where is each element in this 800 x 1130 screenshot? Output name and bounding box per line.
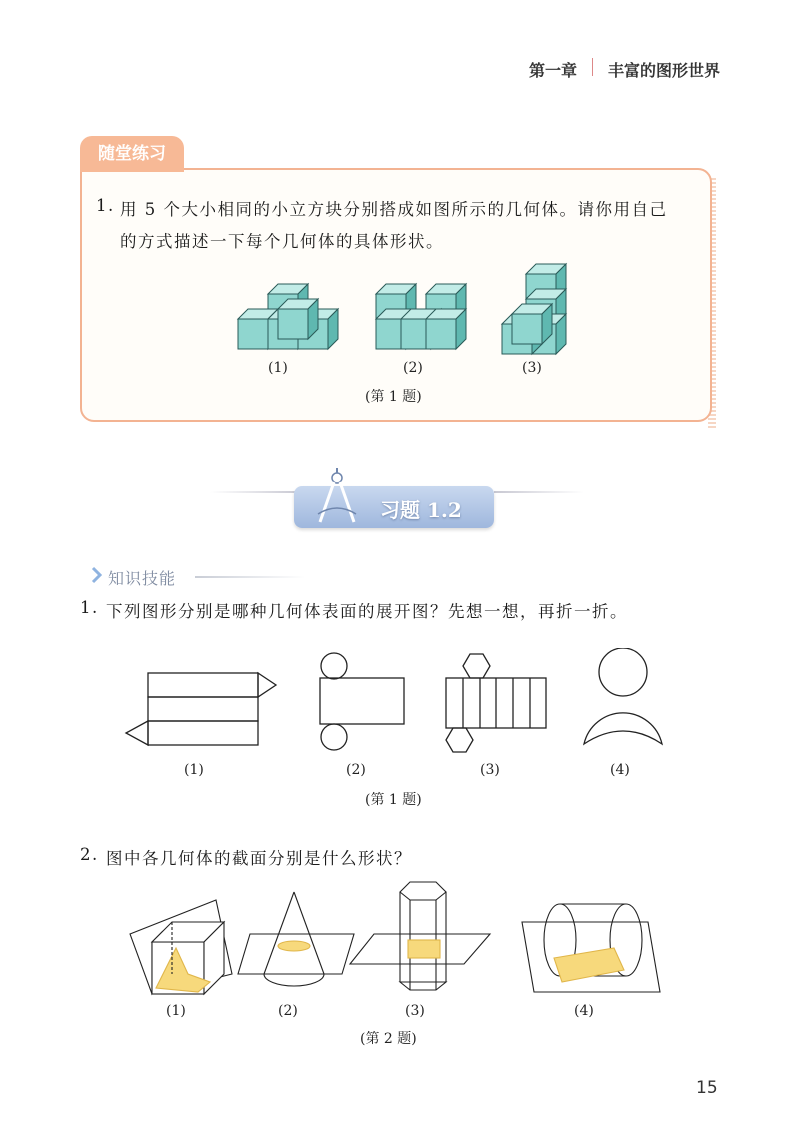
exercise-q1-label-4: (4): [610, 762, 630, 778]
exercise-q1-text: 下列图形分别是哪种几何体表面的展开图？先想一想，再折一折。: [106, 602, 628, 621]
practice-caption: (第 1 题): [365, 389, 422, 405]
cube-figure-2: [376, 284, 466, 349]
practice-q1-line1: 用 5 个大小相同的小立方块分别搭成如图所示的几何体。请你用自己: [120, 200, 668, 219]
section-heading: 知识技能: [108, 569, 177, 588]
net-figure-4: [584, 648, 662, 744]
exercise-q1-number: 1.: [80, 598, 99, 617]
exercise-q2-caption: (第 2 题): [360, 1031, 417, 1047]
exercise-q2-number: 2.: [80, 845, 99, 864]
cube-figures: [228, 262, 578, 362]
practice-q1-line2: 的方式描述一下每个几何体的具体形状。: [120, 232, 444, 251]
exercise-q1-label-2: (2): [346, 762, 366, 778]
cross-section-figures: [128, 878, 668, 1000]
nets-figures: [118, 648, 678, 758]
exercise-q2-label-1: (1): [166, 1003, 186, 1019]
chevron-right-icon: [88, 564, 106, 586]
net-figure-1: [126, 673, 276, 745]
section-figure-2: [238, 892, 354, 986]
exercise-q2-label-3: (3): [405, 1003, 425, 1019]
exercise-banner-title: 习题 1.2: [380, 498, 462, 522]
chapter-title: 丰富的图形世界: [608, 61, 721, 80]
exercise-q1-label-1: (1): [184, 762, 204, 778]
section-heading-line: [195, 576, 305, 578]
page-number: 15: [696, 1078, 718, 1098]
exercise-q1-caption: (第 1 题): [365, 792, 422, 808]
practice-figure-label-1: (1): [268, 360, 288, 376]
exercise-q2-label-2: (2): [278, 1003, 298, 1019]
section-figure-4: [522, 904, 660, 992]
banner-line-right: [494, 491, 584, 493]
cube-figure-1: [238, 284, 338, 349]
practice-tab: 随堂练习: [80, 136, 184, 172]
net-figure-2: [320, 653, 404, 750]
banner-line-left: [210, 491, 300, 493]
header-divider: [592, 58, 593, 76]
net-figure-3: [446, 654, 546, 752]
exercise-q2-text: 图中各几何体的截面分别是什么形状？: [106, 849, 412, 868]
compass-icon: [312, 466, 362, 528]
section-figure-3: [350, 882, 490, 990]
practice-figure-label-3: (3): [522, 360, 542, 376]
cube-figure-3: [502, 264, 566, 354]
practice-figure-label-2: (2): [403, 360, 423, 376]
exercise-q2-label-4: (4): [574, 1003, 594, 1019]
practice-q1-number: 1.: [96, 196, 115, 215]
section-figure-1: [130, 900, 232, 994]
exercise-q1-label-3: (3): [480, 762, 500, 778]
chapter-label: 第一章: [529, 61, 578, 80]
